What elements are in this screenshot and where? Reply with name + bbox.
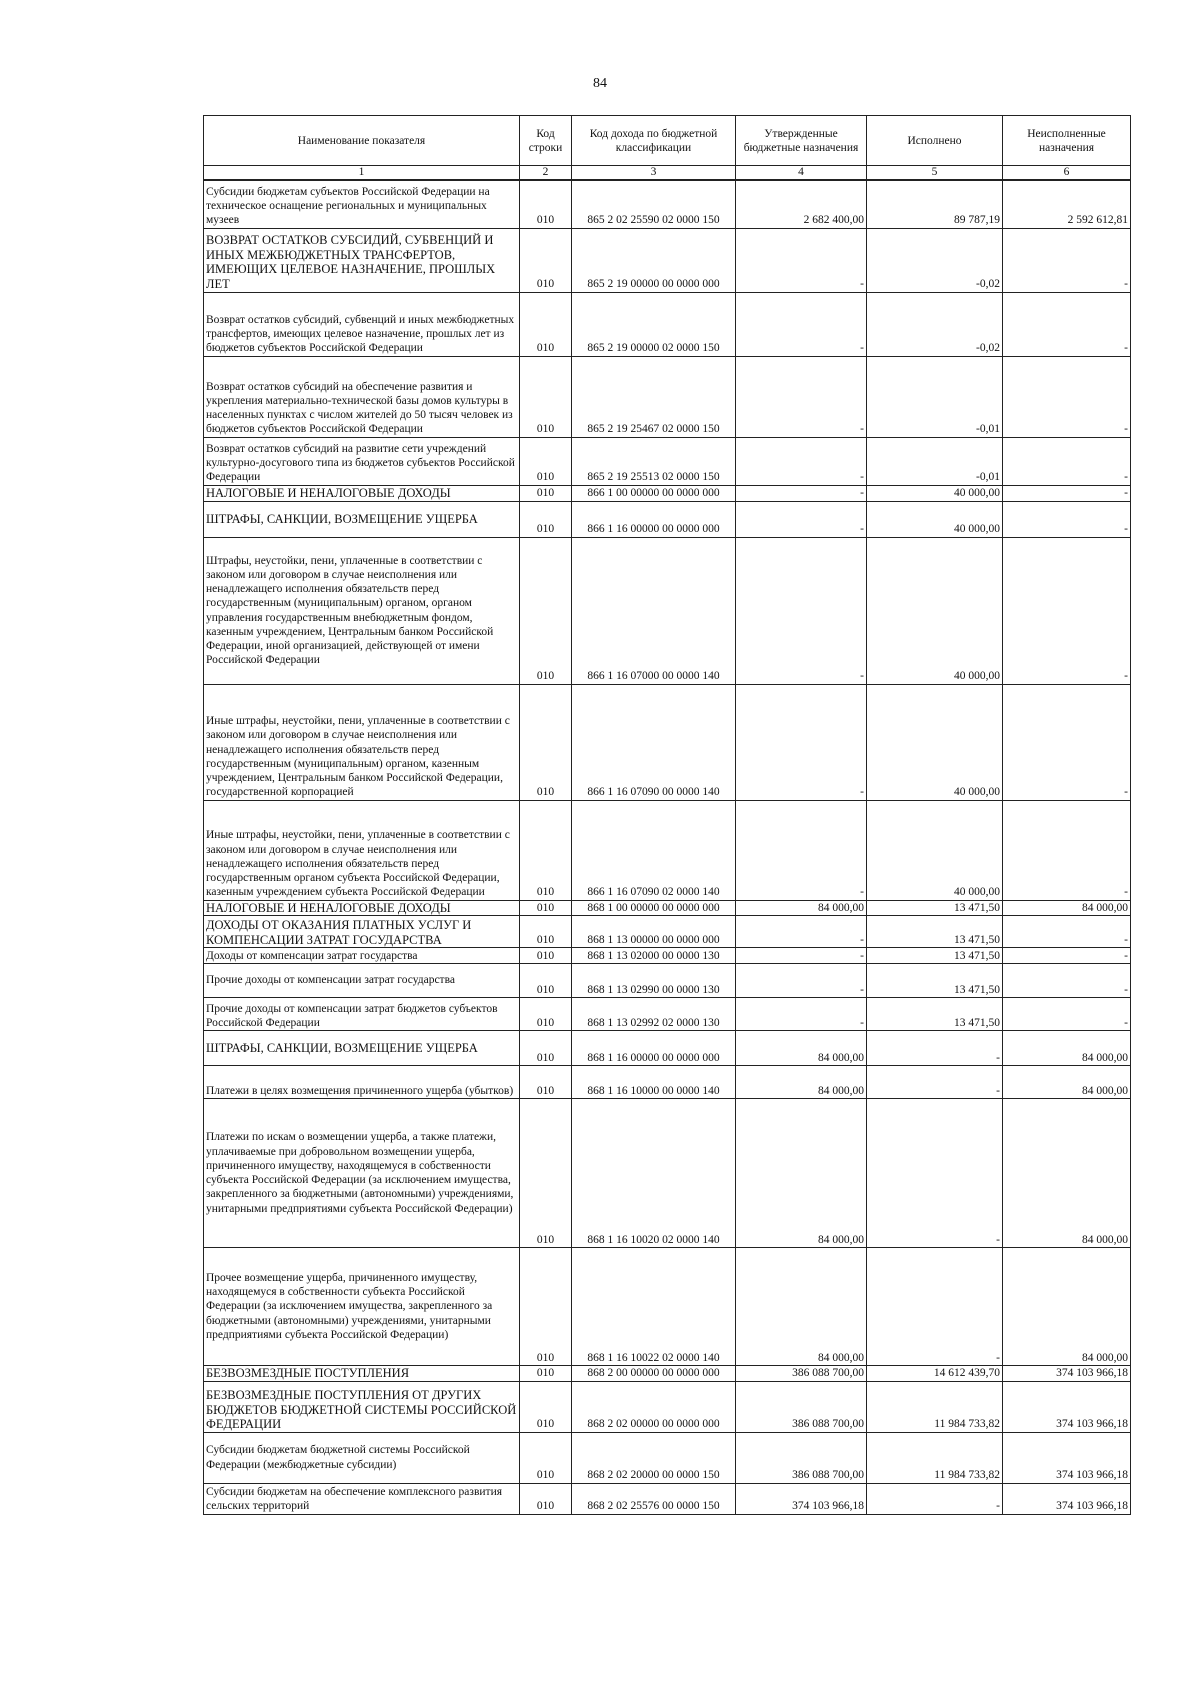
row-executed: 13 471,50 bbox=[867, 964, 1003, 998]
row-income-code: 868 2 02 20000 00 0000 150 bbox=[572, 1432, 736, 1483]
row-line-code: 010 bbox=[520, 437, 572, 485]
row-unexecuted: - bbox=[1003, 437, 1131, 485]
row-line-code: 010 bbox=[520, 1381, 572, 1432]
table-row bbox=[204, 1248, 1131, 1366]
row-line-code: 010 bbox=[520, 1366, 572, 1382]
row-unexecuted: 84 000,00 bbox=[1003, 1099, 1131, 1248]
row-unexecuted: - bbox=[1003, 916, 1131, 948]
row-approved: - bbox=[736, 537, 867, 684]
row-executed: 89 787,19 bbox=[867, 180, 1003, 228]
row-unexecuted: 374 103 966,18 bbox=[1003, 1483, 1131, 1514]
table-row bbox=[204, 1031, 1131, 1066]
row-unexecuted: 84 000,00 bbox=[1003, 1248, 1131, 1366]
row-name: Субсидии бюджетам на обеспечение комплексного развития сельских территорий bbox=[204, 1483, 520, 1514]
row-executed: 40 000,00 bbox=[867, 501, 1003, 537]
table-row bbox=[204, 1381, 1131, 1432]
row-executed: 40 000,00 bbox=[867, 800, 1003, 900]
row-unexecuted: - bbox=[1003, 485, 1131, 501]
row-unexecuted: 84 000,00 bbox=[1003, 900, 1131, 916]
row-income-code: 868 2 02 25576 00 0000 150 bbox=[572, 1483, 736, 1514]
row-approved: - bbox=[736, 800, 867, 900]
row-name: Платежи в целях возмещения причиненного ущерба (убытков) bbox=[204, 1066, 520, 1099]
row-executed: 14 612 439,70 bbox=[867, 1366, 1003, 1382]
header-approved: Утвержденные бюджетные назначения bbox=[736, 116, 867, 166]
row-name: Доходы от компенсации затрат государства bbox=[204, 948, 520, 964]
row-approved: - bbox=[736, 501, 867, 537]
row-executed: 40 000,00 bbox=[867, 485, 1003, 501]
table-row bbox=[204, 1099, 1131, 1248]
table-row bbox=[204, 485, 1131, 501]
row-line-code: 010 bbox=[520, 684, 572, 800]
row-income-code: 868 1 16 10000 00 0000 140 bbox=[572, 1066, 736, 1099]
row-approved: - bbox=[736, 437, 867, 485]
row-executed: -0,02 bbox=[867, 228, 1003, 292]
header-indicator-name: Наименование показателя bbox=[204, 116, 520, 166]
row-income-code: 868 1 13 02990 00 0000 130 bbox=[572, 964, 736, 998]
row-income-code: 868 1 13 00000 00 0000 000 bbox=[572, 916, 736, 948]
table-row bbox=[204, 228, 1131, 292]
row-income-code: 868 2 00 00000 00 0000 000 bbox=[572, 1366, 736, 1382]
row-income-code: 865 2 02 25590 02 0000 150 bbox=[572, 180, 736, 228]
row-income-code: 865 2 19 00000 02 0000 150 bbox=[572, 292, 736, 356]
column-number: 6 bbox=[1003, 166, 1131, 181]
row-line-code: 010 bbox=[520, 964, 572, 998]
table-row bbox=[204, 916, 1131, 948]
row-unexecuted: - bbox=[1003, 948, 1131, 964]
row-executed: - bbox=[867, 1483, 1003, 1514]
row-income-code: 868 1 13 02000 00 0000 130 bbox=[572, 948, 736, 964]
row-unexecuted: - bbox=[1003, 800, 1131, 900]
row-approved: - bbox=[736, 948, 867, 964]
row-approved: 84 000,00 bbox=[736, 900, 867, 916]
table-row bbox=[204, 1366, 1131, 1382]
row-unexecuted: 374 103 966,18 bbox=[1003, 1432, 1131, 1483]
column-number: 1 bbox=[204, 166, 520, 181]
row-approved: - bbox=[736, 964, 867, 998]
row-line-code: 010 bbox=[520, 948, 572, 964]
row-name: Возврат остатков субсидий на развитие сети учреждений культурно-досугового типа из бюджетов субъектов Российской Федерации bbox=[204, 437, 520, 485]
row-unexecuted: 374 103 966,18 bbox=[1003, 1381, 1131, 1432]
row-executed: 13 471,50 bbox=[867, 916, 1003, 948]
row-unexecuted: - bbox=[1003, 356, 1131, 437]
row-approved: - bbox=[736, 292, 867, 356]
row-line-code: 010 bbox=[520, 1066, 572, 1099]
table-row bbox=[204, 292, 1131, 356]
row-name: БЕЗВОЗМЕЗДНЫЕ ПОСТУПЛЕНИЯ ОТ ДРУГИХ БЮДЖЕТОВ БЮДЖЕТНОЙ СИСТЕМЫ РОССИЙСКОЙ ФЕДЕРАЦИИ bbox=[204, 1381, 520, 1432]
row-name: Прочие доходы от компенсации затрат бюджетов субъектов Российской Федерации bbox=[204, 998, 520, 1031]
row-line-code: 010 bbox=[520, 485, 572, 501]
row-approved: 386 088 700,00 bbox=[736, 1381, 867, 1432]
column-number: 2 bbox=[520, 166, 572, 181]
row-executed: 13 471,50 bbox=[867, 948, 1003, 964]
column-number: 3 bbox=[572, 166, 736, 181]
row-name: Прочее возмещение ущерба, причиненного имуществу, находящемуся в собственности субъекта Российской Федерации (за исключением имущества, закрепленного за бюджетными (автономными) учреждениями, унитарными предприятиями субъекта Российской Федерации) bbox=[204, 1248, 520, 1366]
row-name: Субсидии бюджетам субъектов Российской Федерации на техническое оснащение региональных и муниципальных музеев bbox=[204, 180, 520, 228]
table-row bbox=[204, 537, 1131, 684]
row-executed: -0,01 bbox=[867, 356, 1003, 437]
table-row bbox=[204, 948, 1131, 964]
row-name: ВОЗВРАТ ОСТАТКОВ СУБСИДИЙ, СУБВЕНЦИЙ И ИНЫХ МЕЖБЮДЖЕТНЫХ ТРАНСФЕРТОВ, ИМЕЮЩИХ ЦЕЛЕВОЕ НАЗНАЧЕНИЕ, ПРОШЛЫХ ЛЕТ bbox=[204, 228, 520, 292]
row-approved: - bbox=[736, 916, 867, 948]
table-row bbox=[204, 900, 1131, 916]
row-unexecuted: - bbox=[1003, 501, 1131, 537]
row-line-code: 010 bbox=[520, 356, 572, 437]
header-unexecuted: Неисполненные назначения bbox=[1003, 116, 1131, 166]
row-executed: 11 984 733,82 bbox=[867, 1381, 1003, 1432]
row-name: БЕЗВОЗМЕЗДНЫЕ ПОСТУПЛЕНИЯ bbox=[204, 1366, 520, 1382]
row-executed: - bbox=[867, 1248, 1003, 1366]
row-line-code: 010 bbox=[520, 900, 572, 916]
row-approved: 2 682 400,00 bbox=[736, 180, 867, 228]
row-line-code: 010 bbox=[520, 228, 572, 292]
row-income-code: 866 1 00 00000 00 0000 000 bbox=[572, 485, 736, 501]
row-executed: -0,01 bbox=[867, 437, 1003, 485]
row-line-code: 010 bbox=[520, 800, 572, 900]
column-number: 4 bbox=[736, 166, 867, 181]
table-row bbox=[204, 1066, 1131, 1099]
row-income-code: 868 1 00 00000 00 0000 000 bbox=[572, 900, 736, 916]
row-unexecuted: - bbox=[1003, 998, 1131, 1031]
row-executed: - bbox=[867, 1066, 1003, 1099]
row-approved: - bbox=[736, 684, 867, 800]
row-line-code: 010 bbox=[520, 1432, 572, 1483]
header-income-code: Код дохода по бюджетной классификации bbox=[572, 116, 736, 166]
header-line-code: Код строки bbox=[520, 116, 572, 166]
row-income-code: 868 1 16 00000 00 0000 000 bbox=[572, 1031, 736, 1066]
row-name: Возврат остатков субсидий на обеспечение развития и укрепления материально-технической базы домов культуры в населенных пунктах с числом жителей до 50 тысяч человек из бюджетов субъектов Российской Федерации bbox=[204, 356, 520, 437]
row-income-code: 868 2 02 00000 00 0000 000 bbox=[572, 1381, 736, 1432]
row-unexecuted: 84 000,00 bbox=[1003, 1066, 1131, 1099]
row-income-code: 865 2 19 25467 02 0000 150 bbox=[572, 356, 736, 437]
column-number: 5 bbox=[867, 166, 1003, 181]
table-row bbox=[204, 998, 1131, 1031]
row-name: Штрафы, неустойки, пени, уплаченные в соответствии с законом или договором в случае неисполнения или ненадлежащего исполнения обязательств перед государственным (муниципальным) органом, органом управления государственным внебюджетным фондом, казенным учреждением, Центральным банком Российской Федерации, иной организацией, действующей от имени Российской Федерации bbox=[204, 537, 520, 684]
table-row bbox=[204, 356, 1131, 437]
table-row bbox=[204, 964, 1131, 998]
row-name: Субсидии бюджетам бюджетной системы Российской Федерации (межбюджетные субсидии) bbox=[204, 1432, 520, 1483]
row-name: Иные штрафы, неустойки, пени, уплаченные в соответствии с законом или договором в случае неисполнения или ненадлежащего исполнения обязательств перед государственным (муниципальным) органом, казенным учреждением, Центральным банком Российской Федерации, государственной корпорацией bbox=[204, 684, 520, 800]
table-row bbox=[204, 684, 1131, 800]
row-income-code: 865 2 19 00000 00 0000 000 bbox=[572, 228, 736, 292]
row-income-code: 865 2 19 25513 02 0000 150 bbox=[572, 437, 736, 485]
row-line-code: 010 bbox=[520, 1248, 572, 1366]
row-income-code: 868 1 16 10020 02 0000 140 bbox=[572, 1099, 736, 1248]
row-name: Возврат остатков субсидий, субвенций и иных межбюджетных трансфертов, имеющих целевое назначение, прошлых лет из бюджетов субъектов Российской Федерации bbox=[204, 292, 520, 356]
row-name: ШТРАФЫ, САНКЦИИ, ВОЗМЕЩЕНИЕ УЩЕРБА bbox=[204, 1031, 520, 1066]
table-row bbox=[204, 180, 1131, 228]
row-executed: 40 000,00 bbox=[867, 684, 1003, 800]
row-unexecuted: - bbox=[1003, 537, 1131, 684]
row-line-code: 010 bbox=[520, 292, 572, 356]
row-executed: 11 984 733,82 bbox=[867, 1432, 1003, 1483]
row-name: ШТРАФЫ, САНКЦИИ, ВОЗМЕЩЕНИЕ УЩЕРБА bbox=[204, 501, 520, 537]
row-approved: - bbox=[736, 228, 867, 292]
header-executed: Исполнено bbox=[867, 116, 1003, 166]
row-executed: 40 000,00 bbox=[867, 537, 1003, 684]
row-approved: - bbox=[736, 998, 867, 1031]
row-unexecuted: - bbox=[1003, 228, 1131, 292]
row-unexecuted: - bbox=[1003, 684, 1131, 800]
table-row bbox=[204, 1483, 1131, 1514]
row-line-code: 010 bbox=[520, 501, 572, 537]
row-income-code: 866 1 16 07090 00 0000 140 bbox=[572, 684, 736, 800]
row-executed: - bbox=[867, 1031, 1003, 1066]
row-income-code: 866 1 16 00000 00 0000 000 bbox=[572, 501, 736, 537]
table-row bbox=[204, 800, 1131, 900]
row-income-code: 866 1 16 07000 00 0000 140 bbox=[572, 537, 736, 684]
row-name: Прочие доходы от компенсации затрат государства bbox=[204, 964, 520, 998]
row-unexecuted: 2 592 612,81 bbox=[1003, 180, 1131, 228]
row-approved: 84 000,00 bbox=[736, 1031, 867, 1066]
row-approved: 386 088 700,00 bbox=[736, 1366, 867, 1382]
row-name: Платежи по искам о возмещении ущерба, а также платежи, уплачиваемые при добровольном возмещении ущерба, причиненного имуществу, находящемуся в собственности субъекта Российской Федерации (за исключением имущества, закрепленного за бюджетными (автономными) учреждениями, унитарными предприятиями субъекта Российской Федерации) bbox=[204, 1099, 520, 1248]
row-name: НАЛОГОВЫЕ И НЕНАЛОГОВЫЕ ДОХОДЫ bbox=[204, 485, 520, 501]
row-income-code: 866 1 16 07090 02 0000 140 bbox=[572, 800, 736, 900]
row-line-code: 010 bbox=[520, 1031, 572, 1066]
row-line-code: 010 bbox=[520, 998, 572, 1031]
row-unexecuted: 84 000,00 bbox=[1003, 1031, 1131, 1066]
row-approved: 84 000,00 bbox=[736, 1099, 867, 1248]
row-approved: - bbox=[736, 356, 867, 437]
table-row bbox=[204, 501, 1131, 537]
row-approved: 374 103 966,18 bbox=[736, 1483, 867, 1514]
page-number: 84 bbox=[593, 76, 607, 91]
row-line-code: 010 bbox=[520, 1099, 572, 1248]
row-approved: - bbox=[736, 485, 867, 501]
row-unexecuted: 374 103 966,18 bbox=[1003, 1366, 1131, 1382]
row-unexecuted: - bbox=[1003, 964, 1131, 998]
row-name: ДОХОДЫ ОТ ОКАЗАНИЯ ПЛАТНЫХ УСЛУГ И КОМПЕНСАЦИИ ЗАТРАТ ГОСУДАРСТВА bbox=[204, 916, 520, 948]
row-line-code: 010 bbox=[520, 537, 572, 684]
row-executed: 13 471,50 bbox=[867, 998, 1003, 1031]
row-approved: 84 000,00 bbox=[736, 1066, 867, 1099]
row-executed: 13 471,50 bbox=[867, 900, 1003, 916]
row-income-code: 868 1 16 10022 02 0000 140 bbox=[572, 1248, 736, 1366]
row-line-code: 010 bbox=[520, 1483, 572, 1514]
row-line-code: 010 bbox=[520, 916, 572, 948]
row-executed: -0,02 bbox=[867, 292, 1003, 356]
table-row bbox=[204, 437, 1131, 485]
row-approved: 84 000,00 bbox=[736, 1248, 867, 1366]
row-line-code: 010 bbox=[520, 180, 572, 228]
budget-income-table bbox=[203, 115, 1131, 1515]
row-name: НАЛОГОВЫЕ И НЕНАЛОГОВЫЕ ДОХОДЫ bbox=[204, 900, 520, 916]
row-unexecuted: - bbox=[1003, 292, 1131, 356]
table-row bbox=[204, 1432, 1131, 1483]
row-executed: - bbox=[867, 1099, 1003, 1248]
row-income-code: 868 1 13 02992 02 0000 130 bbox=[572, 998, 736, 1031]
row-approved: 386 088 700,00 bbox=[736, 1432, 867, 1483]
row-name: Иные штрафы, неустойки, пени, уплаченные в соответствии с законом или договором в случае неисполнения или ненадлежащего исполнения обязательств перед государственным органом субъекта Российской Федерации, казенным учреждением субъекта Российской Федерации bbox=[204, 800, 520, 900]
